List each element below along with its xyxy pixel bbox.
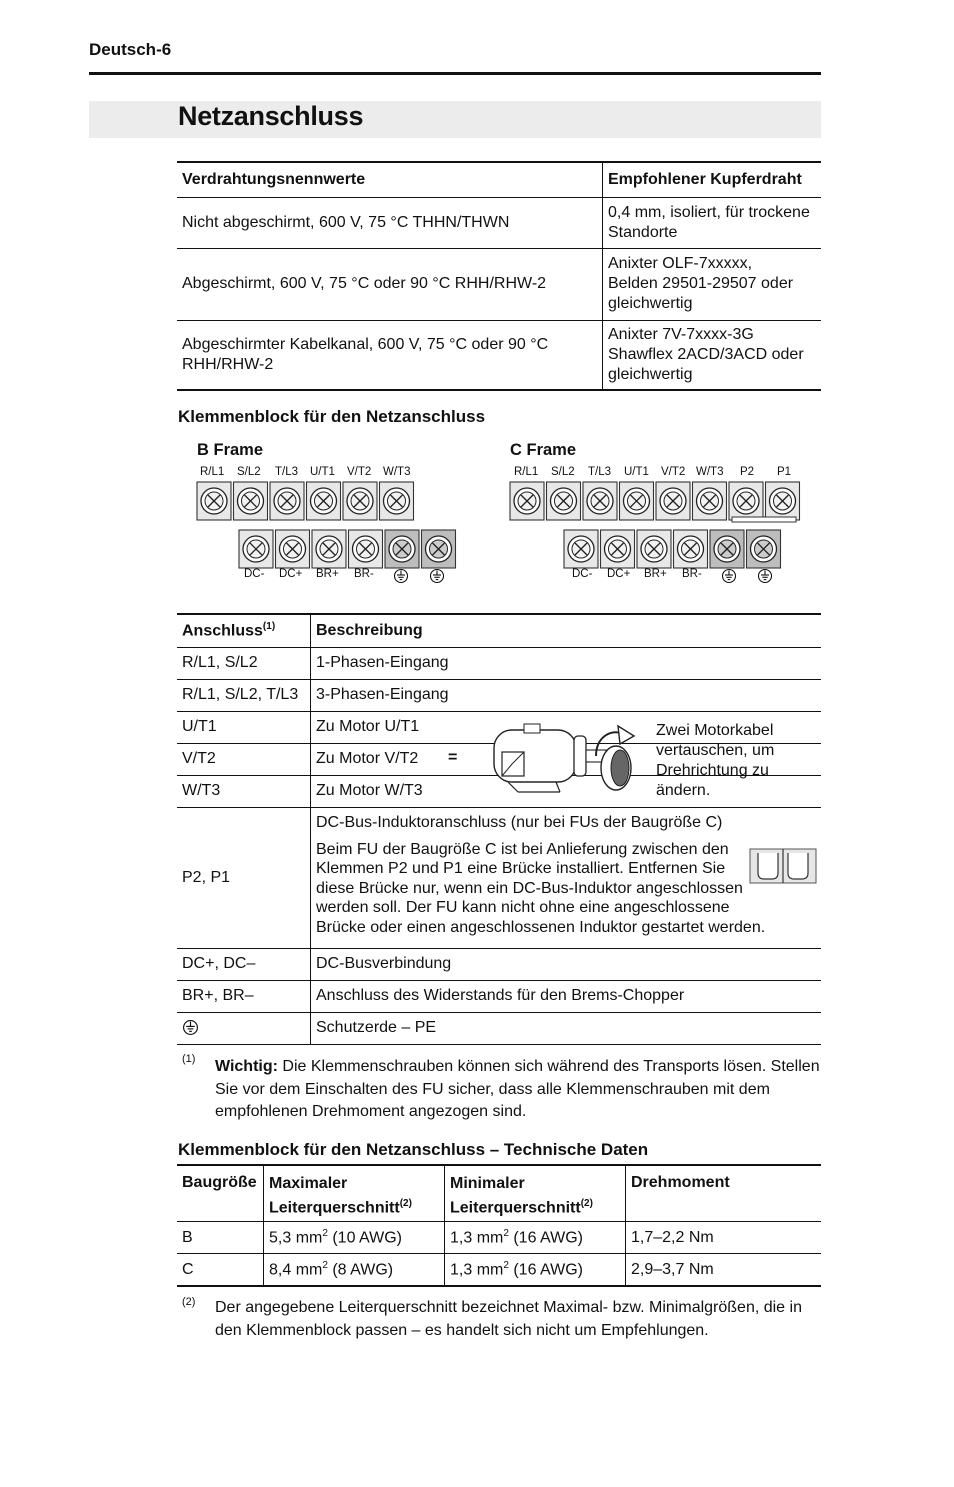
ground-icon [182,1019,199,1036]
terminal-screw [380,482,414,520]
value-text: 5,3 mm [269,1229,323,1247]
header-line: Minimaler [450,1175,525,1192]
footnote-line: Der angegebene Leiterquerschnitt bezeichnet Maximal- bzw. Minimalgrößen, die in [215,1299,802,1316]
ground-icon [393,568,409,584]
terminal-screw [312,530,346,568]
terminal-screw [234,482,268,520]
col-header-torque: Drehmoment [631,1174,730,1191]
connection-cell: W/T3 [177,775,311,807]
torque-cell: 1,7–2,2 Nm [631,1228,714,1246]
size-cell: C [177,1254,264,1286]
terminal-screw [637,530,671,568]
table-row [177,679,821,711]
wire-line: Anixter OLF-7xxxxx, [608,255,753,272]
ground-icon [721,568,737,584]
terminal-screw [343,482,377,520]
terminal-table [177,613,821,1045]
terminal-label: BR- [354,568,374,580]
header-line: Leiterquerschnitt [269,1199,400,1217]
specs-table [177,1164,821,1287]
table-row [177,197,821,248]
description-text: Zu Motor U/T1 [316,718,420,735]
value-text: (8 AWG) [327,1261,394,1279]
table-row [177,1222,821,1254]
terminal-label: P1 [777,466,792,478]
col-header-rating: Verdrahtungsnennwerte [177,162,603,197]
footnote-marker: (1) [262,621,276,633]
connection-cell: U/T1 [177,711,311,743]
wire-line: gleichwertig [608,365,693,383]
max-cell [264,1222,445,1254]
terminal-screw [601,530,635,568]
equals-sign: = [448,749,458,766]
wire-line: 0,4 mm, isoliert, für trockene [608,203,810,221]
connection-cell: P2, P1 [177,807,311,948]
terminal-block-heading: Klemmenblock für den Netzanschluss [178,407,486,426]
terminal-label: P2 [740,466,755,478]
connection-cell: V/T2 [177,743,311,775]
motor-note-line: ändern. [656,782,711,799]
terminal-screw [747,530,781,568]
connection-cell: R/L1, S/L2, T/L3 [177,679,311,711]
wire-line: gleichwertig [608,295,693,312]
b-frame-bottom-labels [230,568,460,584]
terminal-label: BR+ [644,568,667,580]
terminal-label: W/T3 [696,466,724,478]
terminal-label: W/T3 [383,466,411,478]
header-line: Maximaler [269,1175,348,1192]
footnote-size-note [215,1297,825,1342]
ground-icon [429,568,445,584]
table-row [177,647,821,679]
terminal-label: T/L3 [588,466,612,478]
c-frame-title: C Frame [510,441,577,459]
terminal-screw [239,530,273,568]
terminal-label: DC- [572,568,593,580]
unit-sup: 2 [503,1228,509,1240]
wire-line: Standorte [608,223,678,241]
terminal-screw [766,482,800,520]
table-row [177,1254,821,1286]
col-header-max [264,1165,445,1222]
terminal-label: BR+ [316,568,339,580]
terminal-screw [422,530,456,568]
terminal-screw [510,482,544,520]
motor-note-line: vertauschen, um [656,742,775,759]
footnote-line: Die Klemmenschrauben können sich während des Transports lösen. Stellen [277,1058,820,1075]
footnote-line: empfohlenen Drehmoment angezogen sind. [215,1103,527,1120]
terminal-label: DC+ [607,568,631,580]
rating-line: RHH/RHW-2 [182,355,274,373]
terminal-screw [656,482,690,520]
rating-line: Abgeschirmter Kabelkanal, 600 V, 75 °C oder 90 °C [182,335,549,353]
specs-heading: Klemmenblock für den Netzanschluss – Technische Daten [178,1140,649,1159]
col-header-wire: Empfohlener Kupferdraht [608,170,802,188]
col-header-description: Beschreibung [316,621,423,639]
wire-line: Anixter 7V-7xxxx-3G [608,325,754,343]
paragraph-line: Beim FU der Baugröße C ist bei Anlieferung zwischen den [316,840,729,858]
terminal-screw [693,482,727,520]
col-header-connection [177,614,311,647]
wire-line: Shawflex 2ACD/3ACD oder [608,345,804,363]
ground-icon [757,568,773,584]
value-text: 8,4 mm [269,1261,323,1279]
table-row [177,1012,821,1044]
terminal-label: S/L2 [551,466,575,478]
connection-cell: BR+, BR– [177,980,311,1012]
footnote-line: Sie vor dem Einschalten des FU sicher, dass alle Klemmenschrauben mit dem [215,1080,770,1098]
terminal-label: DC- [244,568,265,580]
c-frame-bottom-labels [558,568,788,584]
terminal-label: S/L2 [237,466,261,478]
footnote-marker: (1) [182,1053,196,1065]
terminal-screw [276,530,310,568]
rating-cell [177,320,603,390]
motor-note-line: Drehrichtung zu [656,762,769,779]
value-text: (10 AWG) [327,1229,402,1247]
unit-sup: 2 [503,1259,509,1271]
terminal-label: V/T2 [661,466,686,478]
footnote-line: den Klemmenblock passen – es handelt sich nicht um Empfehlungen. [215,1321,709,1339]
footnote-important [215,1056,825,1124]
important-label: Wichtig: [215,1058,278,1075]
connection-cell [177,1012,311,1044]
terminal-screw [710,530,744,568]
max-cell [264,1254,445,1286]
col-header-size: Baugröße [177,1165,264,1222]
motor-note-line: Zwei Motorkabel [656,722,774,739]
page-title: Netzanschluss [178,101,364,131]
torque-cell: 2,9–3,7 Nm [631,1260,714,1278]
terminal-screw [564,530,598,568]
jumper-paragraph [316,840,816,938]
motor-note [656,721,774,801]
header-text: Anschluss [182,622,263,640]
terminal-screw [307,482,341,520]
terminal-label: BR- [682,568,702,580]
terminal-label: U/T1 [624,466,649,478]
description-cell [311,807,822,948]
b-frame-terminal-diagram [193,478,465,570]
connection-cell: R/L1, S/L2 [177,647,311,679]
col-header-min [445,1165,626,1222]
terminal-screw [270,482,304,520]
paragraph-line: Brücke oder einen angeschlossenen Induktor gestartet werden. [316,918,766,936]
description-text: Zu Motor V/T2 [316,750,419,767]
terminal-screw [197,482,231,520]
table-row [177,248,821,320]
motor-rotation-icon [488,716,644,800]
paragraph-line: diese Brücke nur, wenn ein DC-Bus-Induktor angeschlossen [316,879,743,897]
wire-cell [603,248,822,320]
description-cell: 1-Phasen-Eingang [316,654,449,671]
table-row [177,807,821,948]
value-text: 1,3 mm [450,1261,504,1279]
terminal-screw [729,482,763,520]
paragraph-line: Klemmen P2 und P1 eine Brücke installiert. Entfernen Sie [316,860,726,877]
rating-cell: Abgeschirmt, 600 V, 75 °C oder 90 °C RHH/RHW-2 [177,248,603,320]
table-row [177,320,821,390]
terminal-screw [385,530,419,568]
connection-cell: DC+, DC– [177,948,311,980]
footnote-marker: (2) [580,1198,593,1209]
terminal-screw [674,530,708,568]
table-row [177,948,821,980]
table-row [177,980,821,1012]
footnote-marker: (2) [182,1296,196,1308]
value-text: 1,3 mm [450,1229,504,1247]
wire-line: Belden 29501-29507 oder [608,275,794,292]
description-cell: Schutzerde – PE [316,1019,437,1036]
description-text: Zu Motor W/T3 [316,782,423,799]
paragraph-line: werden soll. Der FU kann nicht ohne eine angeschlossene [316,899,730,916]
header-rule [89,72,821,75]
footnote-marker: (2) [399,1198,412,1209]
page-label: Deutsch-6 [89,40,172,59]
unit-sup: 2 [322,1259,328,1271]
rating-cell: Nicht abgeschirmt, 600 V, 75 °C THHN/THWN [177,197,603,248]
wire-cell [603,197,822,248]
size-cell: B [177,1222,264,1254]
terminal-label: R/L1 [200,466,225,478]
min-cell [445,1254,626,1286]
terminal-screw [620,482,654,520]
terminal-screw [583,482,617,520]
description-cell: 3-Phasen-Eingang [316,686,449,703]
header-line: Leiterquerschnitt [450,1199,581,1217]
terminal-screw [547,482,581,520]
terminal-label: T/L3 [275,466,299,478]
c-frame-terminal-diagram [506,478,806,570]
terminal-screw [349,530,383,568]
b-frame-title: B Frame [197,441,264,459]
value-text: (16 AWG) [508,1229,583,1247]
terminal-label: V/T2 [347,466,372,478]
description-text: DC-Bus-Induktoranschluss (nur bei FUs der Baugröße C) [316,813,723,831]
value-text: (16 AWG) [508,1261,583,1279]
jumper-icon [748,847,820,887]
min-cell [445,1222,626,1254]
unit-sup: 2 [322,1228,328,1240]
wire-cell [603,320,822,390]
description-cell: Anschluss des Widerstands für den Brems-Chopper [316,987,685,1004]
wiring-table [177,161,821,391]
terminal-label: R/L1 [514,466,539,478]
description-cell: DC-Busverbindung [316,955,452,972]
terminal-label: DC+ [279,568,303,580]
terminal-label: U/T1 [310,466,335,478]
